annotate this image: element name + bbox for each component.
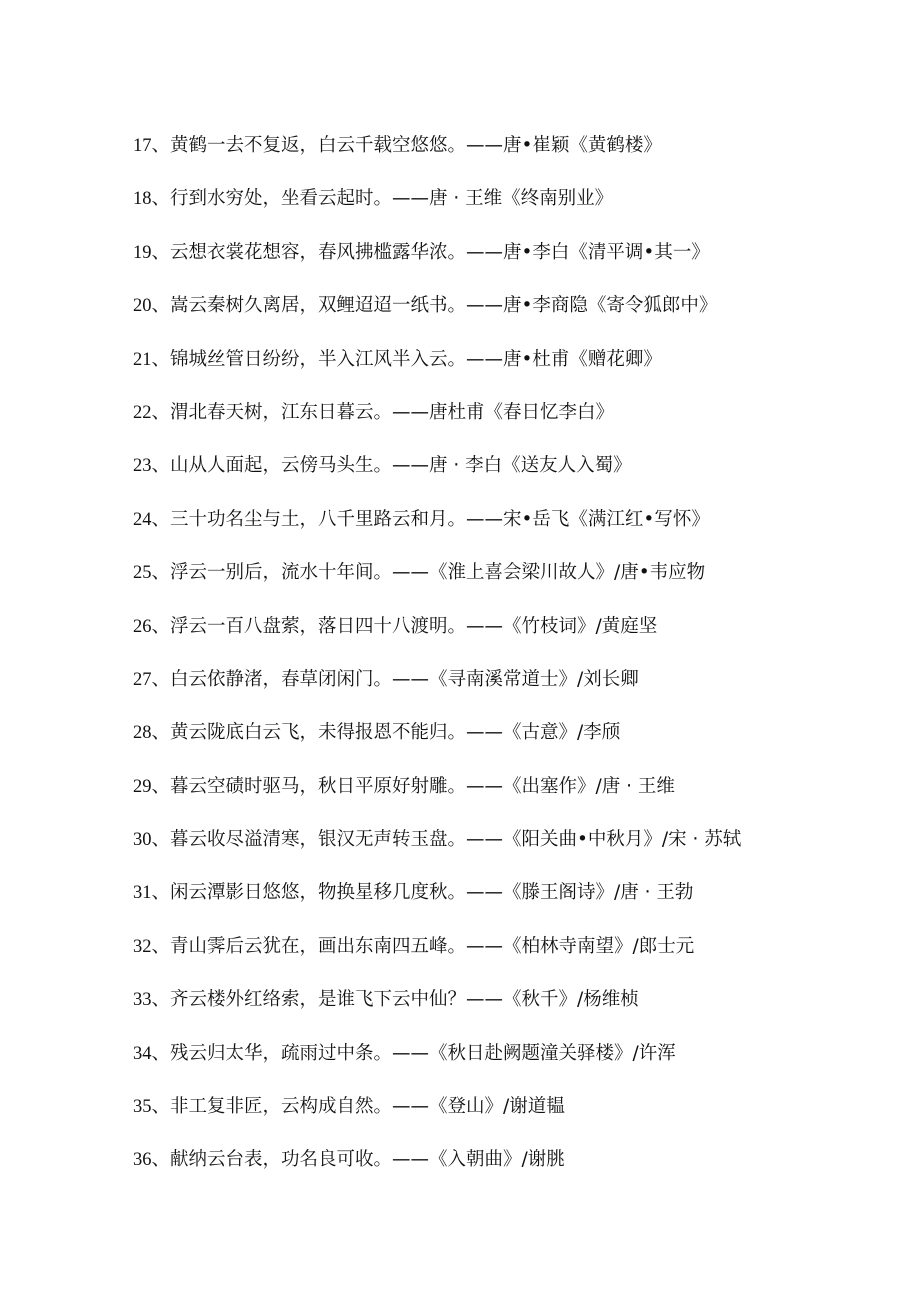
line-number: 30 [133,830,152,851]
line-text: 、黄鹤一去不复返，白云千载空悠悠。——唐•崔颖《黄鹤楼》 [151,135,662,156]
line-number: 26 [133,616,152,637]
line-number: 32 [133,936,152,957]
poem-line [133,825,741,878]
line-number: 27 [133,669,152,690]
line-text: 、锦城丝管日纷纷，半入江风半入云。——唐•杜甫《赠花卿》 [151,348,662,370]
poem-line-list [133,131,741,1199]
poem-line [133,398,741,451]
poem-line [133,345,741,398]
line-text: 、残云归太华，疏雨过中条。——《秋日赴阙题潼关驿楼》/许浑 [151,1042,676,1064]
line-number: 22 [133,402,152,423]
line-text: 、行到水穷处，坐看云起时。——唐 · 王维《终南别业》 [151,188,614,210]
line-text: 、嵩云秦树久离居，双鲤迢迢一纸书。——唐•李商隐《寄令狐郎中》 [151,295,718,317]
poem-line [133,184,741,237]
poem-line [133,878,741,931]
line-number: 23 [133,456,152,477]
poem-line [133,772,741,825]
line-number: 18 [133,189,152,210]
line-text: 、暮云空碛时驱马，秋日平原好射雕。——《出塞作》/唐 · 王维 [151,775,675,797]
poem-line [133,932,741,985]
line-text: 、三十功名尘与土，八千里路云和月。——宋•岳飞《满江红•写怀》 [151,508,710,530]
line-number: 19 [133,242,152,263]
poem-line [133,718,741,771]
line-number: 35 [133,1097,152,1118]
line-text: 、浮云一别后，流水十年间。——《淮上喜会梁川故人》/唐•韦应物 [151,562,706,584]
poem-line [133,1145,741,1198]
line-number: 29 [133,776,152,797]
line-number: 17 [133,136,152,156]
line-number: 21 [133,349,152,370]
poem-line [133,985,741,1038]
poem-line [133,238,741,291]
line-number: 24 [133,509,152,530]
line-text: 、闲云潭影日悠悠，物换星移几度秋。——《滕王阁诗》/唐 · 王勃 [151,882,694,904]
poem-line [133,451,741,504]
poem-line [133,612,741,665]
poem-line [133,505,741,558]
line-number: 28 [133,723,152,744]
line-text: 、暮云收尽溢清寒，银汉无声转玉盘。——《阳关曲•中秋月》/宋 · 苏轼 [151,829,742,851]
line-text: 、白云依静渚，春草闭闲门。——《寻南溪常道士》/刘长卿 [151,668,639,690]
line-number: 31 [133,883,152,904]
line-number: 36 [133,1150,152,1171]
line-text: 、渭北春天树，江东日暮云。——唐杜甫《春日忆李白》 [151,401,615,423]
line-number: 33 [133,990,152,1011]
line-text: 、浮云一百八盘萦，落日四十八渡明。——《竹枝词》/黄庭坚 [151,615,658,637]
poem-line [133,1039,741,1092]
line-text: 、黄云陇底白云飞，未得报恩不能归。——《古意》/李颀 [151,722,621,744]
line-text: 、山从人面起，云傍马头生。——唐 · 李白《送友人入蜀》 [151,455,632,477]
line-number: 25 [133,563,152,584]
line-text: 、献纳云台表，功名良可收。——《入朝曲》/谢朓 [151,1149,565,1171]
line-text: 、齐云楼外红络索，是谁飞下云中仙？——《秋千》/杨维桢 [151,989,639,1011]
line-text: 、非工复非匠，云构成自然。——《登山》/谢道韫 [151,1096,565,1118]
line-text: 、青山霁后云犹在，画出东南四五峰。——《柏林寺南望》/郎士元 [151,935,695,957]
poem-line [133,131,741,184]
poem-line [133,665,741,718]
line-number: 34 [133,1043,152,1064]
line-text: 、云想衣裳花想容，春风拂槛露华浓。——唐•李白《清平调•其一》 [151,241,710,263]
line-number: 20 [133,296,152,317]
poem-line [133,1092,741,1145]
poem-line [133,558,741,611]
poem-line [133,291,741,344]
